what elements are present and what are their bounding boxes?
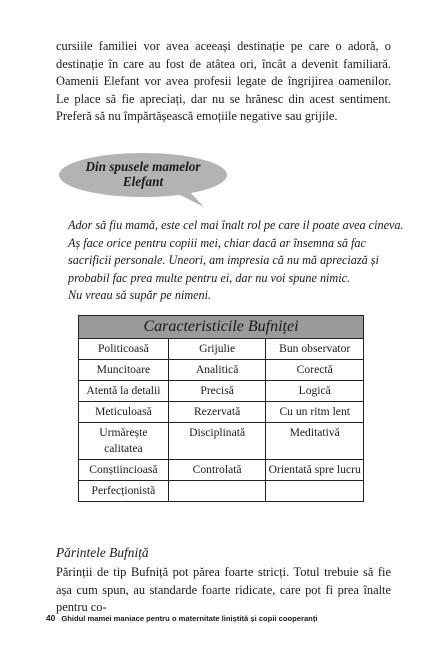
section-subheading: Părintele Bufniță bbox=[56, 545, 149, 560]
table-cell bbox=[168, 481, 266, 502]
table-cell: Meditativă bbox=[266, 423, 364, 460]
mother-quote bbox=[68, 217, 404, 305]
quote-line: Ador să fiu mamă, este cel mai înalt rol pe care il poate avea cineva. bbox=[68, 218, 404, 232]
table-cell: Controlată bbox=[168, 460, 266, 481]
quote-line: Nu vreau să supăr pe nimeni. bbox=[68, 288, 212, 303]
table-cell: Muncitoare bbox=[79, 360, 169, 381]
table-row bbox=[79, 360, 364, 381]
quote-line: sacrificii personale. Uneori, am impresia că nu mă apreciază și bbox=[68, 253, 379, 268]
table-row bbox=[79, 481, 364, 502]
bubble-line-1: Din spusele mamelor bbox=[85, 159, 201, 174]
table-cell: Bun observator bbox=[266, 339, 364, 360]
table-row bbox=[79, 423, 364, 460]
table-row bbox=[79, 460, 364, 481]
table-row bbox=[79, 402, 364, 423]
owl-traits-table bbox=[78, 315, 364, 502]
table-cell: Rezervată bbox=[168, 402, 266, 423]
table-cell: Analitică bbox=[168, 360, 266, 381]
speech-bubble-text bbox=[76, 159, 210, 189]
table-row bbox=[79, 381, 364, 402]
book-title: Ghidul mamei maniace pentru o maternitate liniștită și copii cooperanți bbox=[61, 614, 318, 623]
table-cell bbox=[266, 481, 364, 502]
table-cell: Orientată spre lucru bbox=[266, 460, 364, 481]
quote-line: probabil fac prea multe pentru ei, dar nu voi spune nimic. bbox=[68, 270, 351, 285]
page-number: 40 bbox=[46, 613, 56, 623]
table-cell: Grijulie bbox=[168, 339, 266, 360]
table-cell: Politicoasă bbox=[79, 339, 169, 360]
table-cell: Cu un ritm lent bbox=[266, 402, 364, 423]
speech-bubble bbox=[58, 150, 228, 210]
table-cell: Conștiincioasă bbox=[79, 460, 169, 481]
table-cell: Corectă bbox=[266, 360, 364, 381]
bubble-line-2: Elefant bbox=[122, 174, 164, 189]
table-cell: Urmărește calitatea bbox=[79, 423, 169, 460]
intro-paragraph: cursiile familiei vor avea aceeași destinație pe care o adoră, o destinație în care au fost de atâtea ori, încât a devenit familiară. Oamenii Elefant vor avea profesii legate de îngrijirea oamenilor. Le place să fie apreciați, dar nu se hrănesc din acest sentiment. Preferă să nu împărtășească emoțiile negative sau grijile. bbox=[56, 39, 391, 124]
body-paragraph: Părinții de tip Bufniță pot părea foarte stricți. Totul trebuie să fie așa cum spun, au standarde foarte ridicate, care pot fi prea înalte pentru co- bbox=[56, 565, 391, 615]
table-cell: Disciplinată bbox=[168, 423, 266, 460]
table-cell: Logică bbox=[266, 381, 364, 402]
table-title: Caracteristicile Bufniței bbox=[79, 316, 364, 339]
quote-line: Aș face orice pentru copiii mei, chiar dacă ar însemna să fac bbox=[68, 235, 366, 250]
table-cell: Atentă la detalii bbox=[79, 381, 169, 402]
page-footer bbox=[46, 613, 317, 623]
table-header-row bbox=[79, 316, 364, 339]
table-cell: Precisă bbox=[168, 381, 266, 402]
table-cell: Meticuloasă bbox=[79, 402, 169, 423]
table-row bbox=[79, 339, 364, 360]
table-cell: Perfecționistă bbox=[79, 481, 169, 502]
